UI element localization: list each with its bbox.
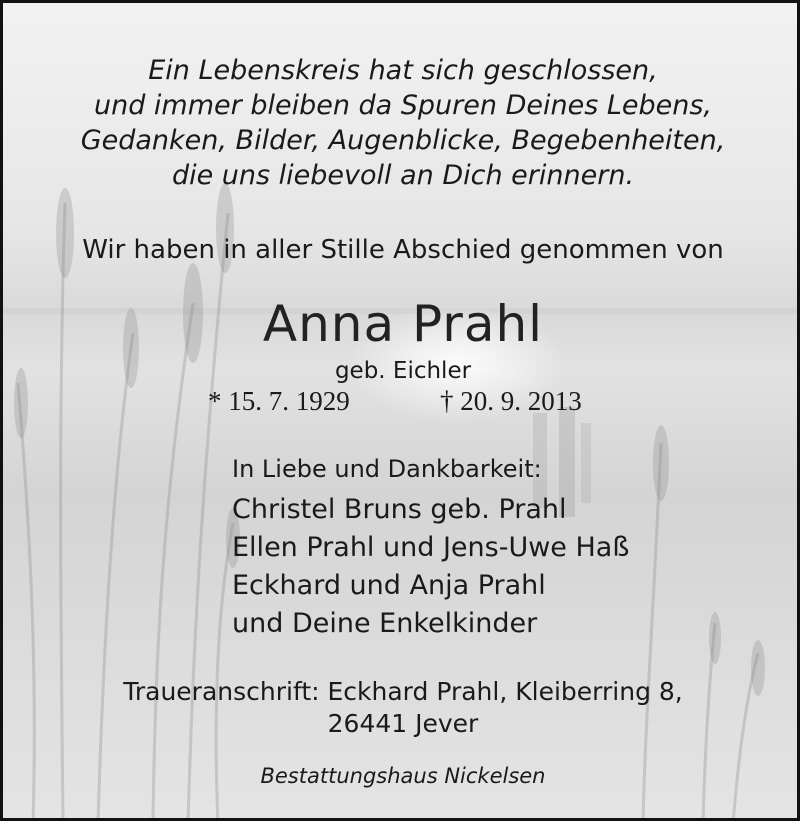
mourner-line: und Deine Enkelkinder xyxy=(232,608,538,639)
mourning-address xyxy=(3,676,800,740)
deceased-name: Anna Prahl xyxy=(262,295,544,353)
death-date: † 20. 9. 2013 xyxy=(440,386,582,416)
farewell-intro: Wir haben in aller Stille Abschied genommen von xyxy=(82,235,724,265)
verse-line-2: und immer bleiben da Spuren Deines Lebens, xyxy=(93,90,713,121)
funeral-home: Bestattungshaus Nickelsen xyxy=(260,764,546,788)
verse-line-3: Gedanken, Bilder, Augenblicke, Begebenheiten, xyxy=(80,125,726,156)
mourners-list xyxy=(232,491,629,643)
mourner-line: Eckhard und Anja Prahl xyxy=(232,570,546,601)
thanks-heading: In Liebe und Dankbarkeit: xyxy=(232,455,542,483)
verse-line-1: Ein Lebenskreis hat sich geschlossen, xyxy=(148,55,658,86)
verse-line-4: die uns liebevoll an Dich erinnern. xyxy=(171,160,635,191)
maiden-name: geb. Eichler xyxy=(334,358,472,384)
birth-date: * 15. 7. 1929 xyxy=(208,386,350,416)
mourner-line: Christel Bruns geb. Prahl xyxy=(232,494,567,525)
address-line-2: 26441 Jever xyxy=(327,709,479,738)
address-line-1: Traueranschrift: Eckhard Prahl, Kleiberring 8, xyxy=(123,677,683,706)
mourner-line: Ellen Prahl und Jens-Uwe Haß xyxy=(232,532,630,563)
memorial-verse xyxy=(3,53,800,193)
